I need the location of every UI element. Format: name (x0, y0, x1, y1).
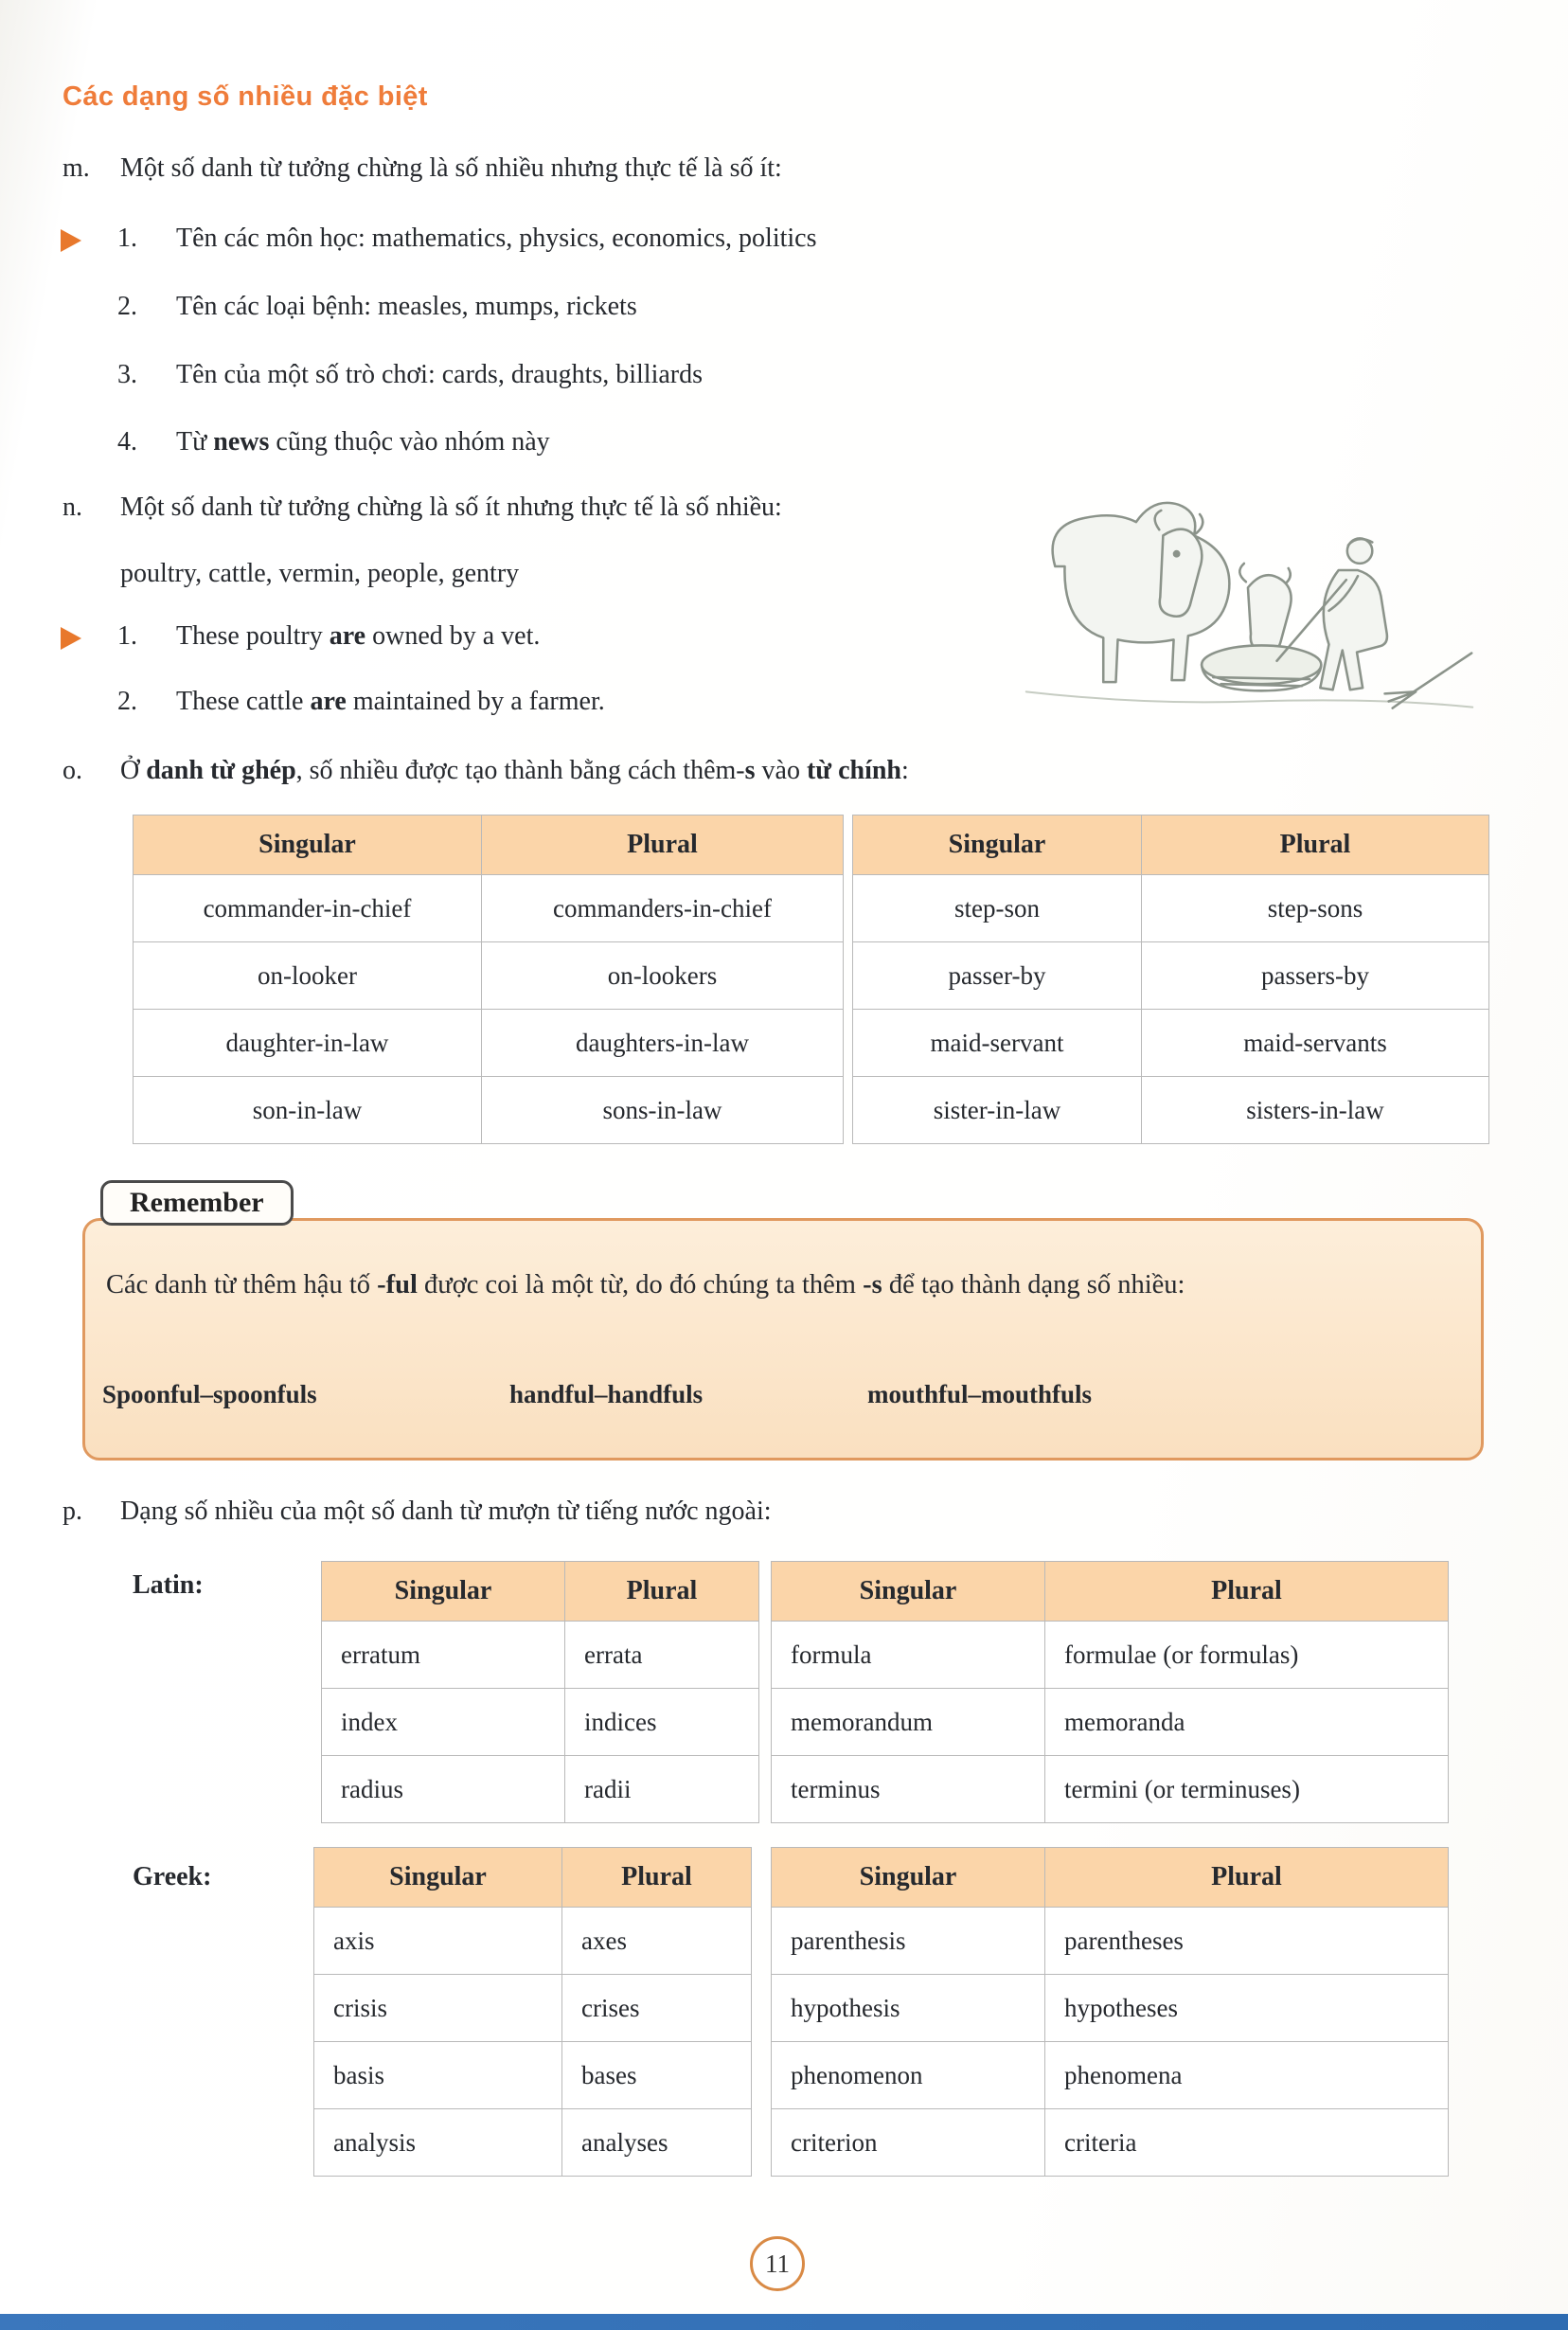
remember-example (102, 1380, 317, 1409)
text: owned by a vet. (365, 621, 541, 651)
table-cell: sisters-in-law (1142, 1077, 1489, 1144)
table-header-row (853, 816, 1489, 875)
table-cell: radii (565, 1756, 759, 1823)
table-header-row (772, 1848, 1449, 1908)
table-cell: memorandum (772, 1689, 1045, 1756)
table-header-row (772, 1562, 1449, 1622)
table-cell: sons-in-law (482, 1077, 844, 1144)
item-number: 4. (117, 427, 137, 457)
text: Spoonful–spoonful (102, 1380, 308, 1408)
bold-text: s (1081, 1380, 1093, 1408)
table-row (772, 1975, 1449, 2042)
table-row (772, 1622, 1449, 1689)
table-cell: axis (314, 1908, 562, 1975)
table-row (853, 942, 1489, 1010)
bold-text: danh từ ghép (146, 756, 296, 785)
bold-text: are (310, 687, 347, 716)
remember-text (106, 1264, 1422, 1306)
table-cell: bases (562, 2042, 752, 2109)
table-cell: sister-in-law (853, 1077, 1142, 1144)
bold-text: are (329, 621, 366, 651)
table-cell: phenomenon (772, 2042, 1045, 2109)
table-cell: hypotheses (1045, 1975, 1449, 2042)
table-cell: formulae (or formulas) (1045, 1622, 1449, 1689)
table-row (322, 1622, 759, 1689)
rule-m-letter: m. (62, 153, 90, 183)
table-row (322, 1689, 759, 1756)
farmer-feeding-cattle-illustration (1018, 462, 1482, 727)
item-number: 3. (117, 360, 137, 389)
rule-m-text: Một số danh từ tưởng chừng là số nhiều nhưng thực tế là số ít: (120, 153, 782, 183)
rule-o (0, 756, 1568, 798)
item-text (176, 621, 540, 652)
table-row (853, 1077, 1489, 1144)
item-number: 1. (117, 224, 137, 253)
remember-example (509, 1380, 703, 1409)
table-row (772, 1689, 1449, 1756)
page-heading: Các dạng số nhiều đặc biệt (62, 81, 428, 112)
column-header: Plural (1142, 816, 1489, 875)
table-cell: hypothesis (772, 1975, 1045, 2042)
table-cell: axes (562, 1908, 752, 1975)
table-header-row (322, 1562, 759, 1622)
column-header: Plural (562, 1848, 752, 1908)
rule-m-example-2 (0, 292, 1568, 333)
table-row (322, 1756, 759, 1823)
column-header: Singular (772, 1848, 1045, 1908)
footer-color-bar (0, 2314, 1568, 2330)
table-header-row (134, 816, 844, 875)
greek-plurals-table-right (771, 1847, 1449, 2177)
text: maintained by a farmer. (346, 687, 605, 716)
greek-label: Greek: (133, 1862, 212, 1891)
compound-nouns-table-right (852, 815, 1489, 1144)
table-row (134, 1010, 844, 1077)
table-row (772, 2042, 1449, 2109)
text: Các danh từ thêm hậu tố (106, 1270, 378, 1299)
text: Tên các môn học: mathematics, physics, economics, politics (176, 224, 817, 253)
page-number-badge (750, 2236, 805, 2291)
table-cell: termini (or terminuses) (1045, 1756, 1449, 1823)
table-cell: terminus (772, 1756, 1045, 1823)
remember-label: Remember (100, 1180, 294, 1226)
bold-text: news (213, 427, 270, 457)
table-cell: memoranda (1045, 1689, 1449, 1756)
item-text (176, 360, 703, 390)
rule-p-letter: p. (62, 1497, 82, 1526)
latin-label: Latin: (133, 1570, 204, 1600)
rule-p (0, 1497, 1568, 1538)
table-cell: erratum (322, 1622, 565, 1689)
table-cell: maid-servants (1142, 1010, 1489, 1077)
table-cell: crisis (314, 1975, 562, 2042)
table-row (772, 1756, 1449, 1823)
table-header-row (314, 1848, 752, 1908)
table-cell: indices (565, 1689, 759, 1756)
table-row (853, 1010, 1489, 1077)
table-cell: on-lookers (482, 942, 844, 1010)
column-header: Singular (134, 816, 482, 875)
bold-text: s (307, 1380, 317, 1408)
table-row (314, 2042, 752, 2109)
text: vào (755, 756, 807, 785)
text: These poultry (176, 621, 330, 651)
latin-plurals-table-left (321, 1561, 759, 1823)
table-cell: formula (772, 1622, 1045, 1689)
text: Tên của một số trò chơi: cards, draughts, billiards (176, 360, 704, 389)
bold-text: từ chính (806, 756, 902, 785)
example-arrow-icon (61, 229, 81, 252)
compound-nouns-table-left (133, 815, 844, 1144)
table-cell: criterion (772, 2109, 1045, 2177)
table-cell: radius (322, 1756, 565, 1823)
table-row (314, 2109, 752, 2177)
greek-plurals-table-left (313, 1847, 752, 2177)
text: These cattle (176, 687, 311, 716)
table-cell: criteria (1045, 2109, 1449, 2177)
text: : (901, 756, 909, 785)
table-cell: analyses (562, 2109, 752, 2177)
table-cell: basis (314, 2042, 562, 2109)
column-header: Plural (1045, 1848, 1449, 1908)
column-header: Singular (314, 1848, 562, 1908)
text: Từ (176, 427, 214, 457)
rule-o-text (120, 756, 909, 786)
table-cell: son-in-law (134, 1077, 482, 1144)
table-cell: parenthesis (772, 1908, 1045, 1975)
example-arrow-icon (61, 627, 81, 650)
table-cell: errata (565, 1622, 759, 1689)
rule-n-letter: n. (62, 493, 82, 522)
table-cell: passers-by (1142, 942, 1489, 1010)
column-header: Plural (1045, 1562, 1449, 1622)
bold-text: s (692, 1380, 704, 1408)
remember-box (82, 1218, 1484, 1461)
page-number: 11 (765, 2249, 790, 2278)
table-row (772, 1908, 1449, 1975)
bold-text: s (744, 756, 756, 785)
rule-n-examples-words: poultry, cattle, vermin, people, gentry (120, 559, 520, 588)
bold-text: -ful (377, 1270, 418, 1299)
table-cell: daughters-in-law (482, 1010, 844, 1077)
text: được coi là một từ, do đó chúng ta thêm (417, 1270, 864, 1299)
table-row (853, 875, 1489, 942)
table-cell: on-looker (134, 942, 482, 1010)
remember-example (867, 1380, 1092, 1409)
table-cell: index (322, 1689, 565, 1756)
item-text (176, 292, 637, 322)
rule-p-text: Dạng số nhiều của một số danh từ mượn từ tiếng nước ngoài: (120, 1497, 772, 1526)
rule-m-example-3 (0, 360, 1568, 402)
table-cell: parentheses (1045, 1908, 1449, 1975)
column-header: Singular (322, 1562, 565, 1622)
table-cell: passer-by (853, 942, 1142, 1010)
bold-text: -s (863, 1270, 882, 1299)
item-number: 2. (117, 292, 137, 321)
item-text (176, 687, 605, 717)
table-row (134, 875, 844, 942)
table-cell: commanders-in-chief (482, 875, 844, 942)
table-row (314, 1975, 752, 2042)
rule-m (0, 153, 1568, 195)
rule-m-example-1 (0, 224, 1568, 265)
table-cell: step-son (853, 875, 1142, 942)
latin-plurals-table-right (771, 1561, 1449, 1823)
column-header: Singular (853, 816, 1142, 875)
column-header: Singular (772, 1562, 1045, 1622)
text: Ở (120, 756, 147, 785)
text: cũng thuộc vào nhóm này (269, 427, 550, 457)
table-cell: step-sons (1142, 875, 1489, 942)
rule-o-letter: o. (62, 756, 82, 785)
item-number: 2. (117, 687, 137, 716)
text: mouthful–mouthful (867, 1380, 1082, 1408)
text: handful–handful (509, 1380, 693, 1408)
table-cell: phenomena (1045, 2042, 1449, 2109)
rule-n-text: Một số danh từ tưởng chừng là số ít nhưng thực tế là số nhiều: (120, 493, 782, 522)
table-row (134, 1077, 844, 1144)
column-header: Plural (482, 816, 844, 875)
table-cell: commander-in-chief (134, 875, 482, 942)
text: để tạo thành dạng số nhiều: (882, 1270, 1185, 1299)
text: , số nhiều được tạo thành bằng cách thêm- (295, 756, 745, 785)
table-row (134, 942, 844, 1010)
table-row (314, 1908, 752, 1975)
table-cell: analysis (314, 2109, 562, 2177)
remember-examples (85, 1380, 1481, 1418)
text: Tên các loại bệnh: measles, mumps, rickets (176, 292, 637, 321)
table-cell: crises (562, 1975, 752, 2042)
table-row (772, 2109, 1449, 2177)
table-cell: maid-servant (853, 1010, 1142, 1077)
item-text (176, 427, 550, 457)
item-number: 1. (117, 621, 137, 651)
item-text (176, 224, 816, 254)
table-cell: daughter-in-law (134, 1010, 482, 1077)
column-header: Plural (565, 1562, 759, 1622)
